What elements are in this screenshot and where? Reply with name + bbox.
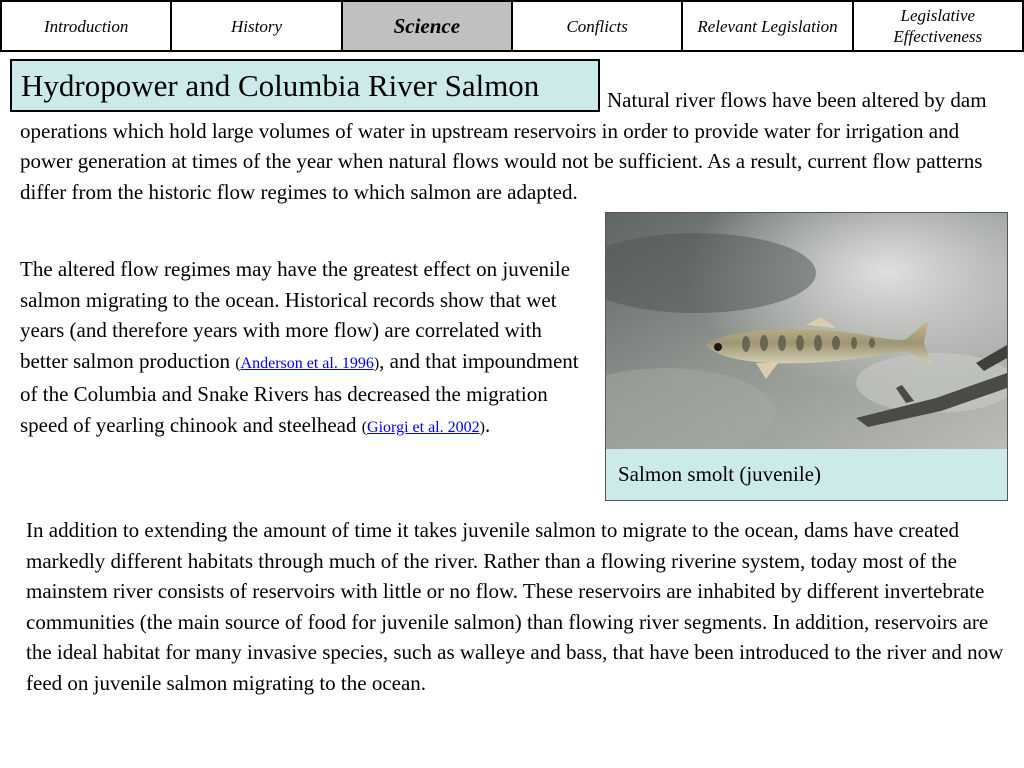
tab-legislative-effectiveness[interactable]: [852, 0, 1024, 52]
paragraph-flow-alteration: Natural river flows have been altered by dam operations which hold large volumes of water in upstream reservoirs in order to provide water for irrigation and power generation at times of the year when natural flows would not be sufficient. As a result, current flow patterns differ from the historic flow regimes to which salmon are adapted.: [20, 88, 987, 204]
tab-label: History: [230, 16, 282, 36]
citation-paren-open: (: [235, 354, 241, 372]
citation-paren-open: (: [361, 418, 368, 436]
citation-giorgi: [362, 419, 485, 436]
page-title-text: Hydropower and Columbia River Salmon: [21, 67, 540, 103]
top-nav: [0, 0, 1024, 52]
link-anderson-1996[interactable]: Anderson et al. 1996: [240, 354, 374, 372]
citation-anderson: [235, 355, 379, 372]
paragraph-text: The altered flow regimes may have the greatest effect on juvenile salmon migrating to the ocean. Historical records show that wet years (and therefore years with more flow) are correlated with better salmon production: [20, 257, 571, 373]
citation-paren-close: ): [479, 418, 485, 436]
tab-introduction[interactable]: [0, 0, 170, 52]
paragraph-text: , and that impoundment of the Columbia and Snake Rivers has decreased the migration speed of yearling chinook and steelhead: [20, 348, 579, 437]
paragraph-text: .: [484, 412, 491, 437]
tab-label: Relevant Legislation: [697, 16, 838, 36]
link-giorgi-2002[interactable]: Giorgi et al. 2002: [367, 418, 480, 436]
salmon-figure: [605, 212, 1008, 501]
tab-history[interactable]: [170, 0, 340, 52]
tab-label: Science: [393, 13, 461, 38]
figure-caption: Salmon smolt (juvenile): [618, 462, 821, 486]
tab-science[interactable]: [341, 0, 511, 52]
paragraph-juvenile-effects: [20, 254, 580, 443]
tab-conflicts[interactable]: [511, 0, 681, 52]
tab-label: Conflicts: [566, 16, 628, 36]
tab-relevant-legislation[interactable]: [681, 0, 851, 52]
citation-paren-close: ): [373, 354, 380, 372]
salmon-smolt-photo: [606, 213, 1007, 449]
tab-label: Introduction: [43, 16, 129, 36]
tab-label: Legislative Effectiveness: [893, 6, 983, 46]
paragraph-habitat-change: In addition to extending the amount of time it takes juvenile salmon to migrate to the ocean, dams have created markedly different habitats through much of the river. Rather than a flowing riverine system, today most of the mainstem river consists of reservoirs with little or no flow. These reservoirs are inhabited by different invertebrate communities (the main source of food for juvenile salmon) than flowing river segments. In addition, reservoirs are the ideal habitat for many invasive species, such as walleye and bass, that have been introduced to the river and now feed on juvenile salmon migrating to the ocean.: [26, 518, 1004, 695]
page-title: [10, 59, 600, 112]
